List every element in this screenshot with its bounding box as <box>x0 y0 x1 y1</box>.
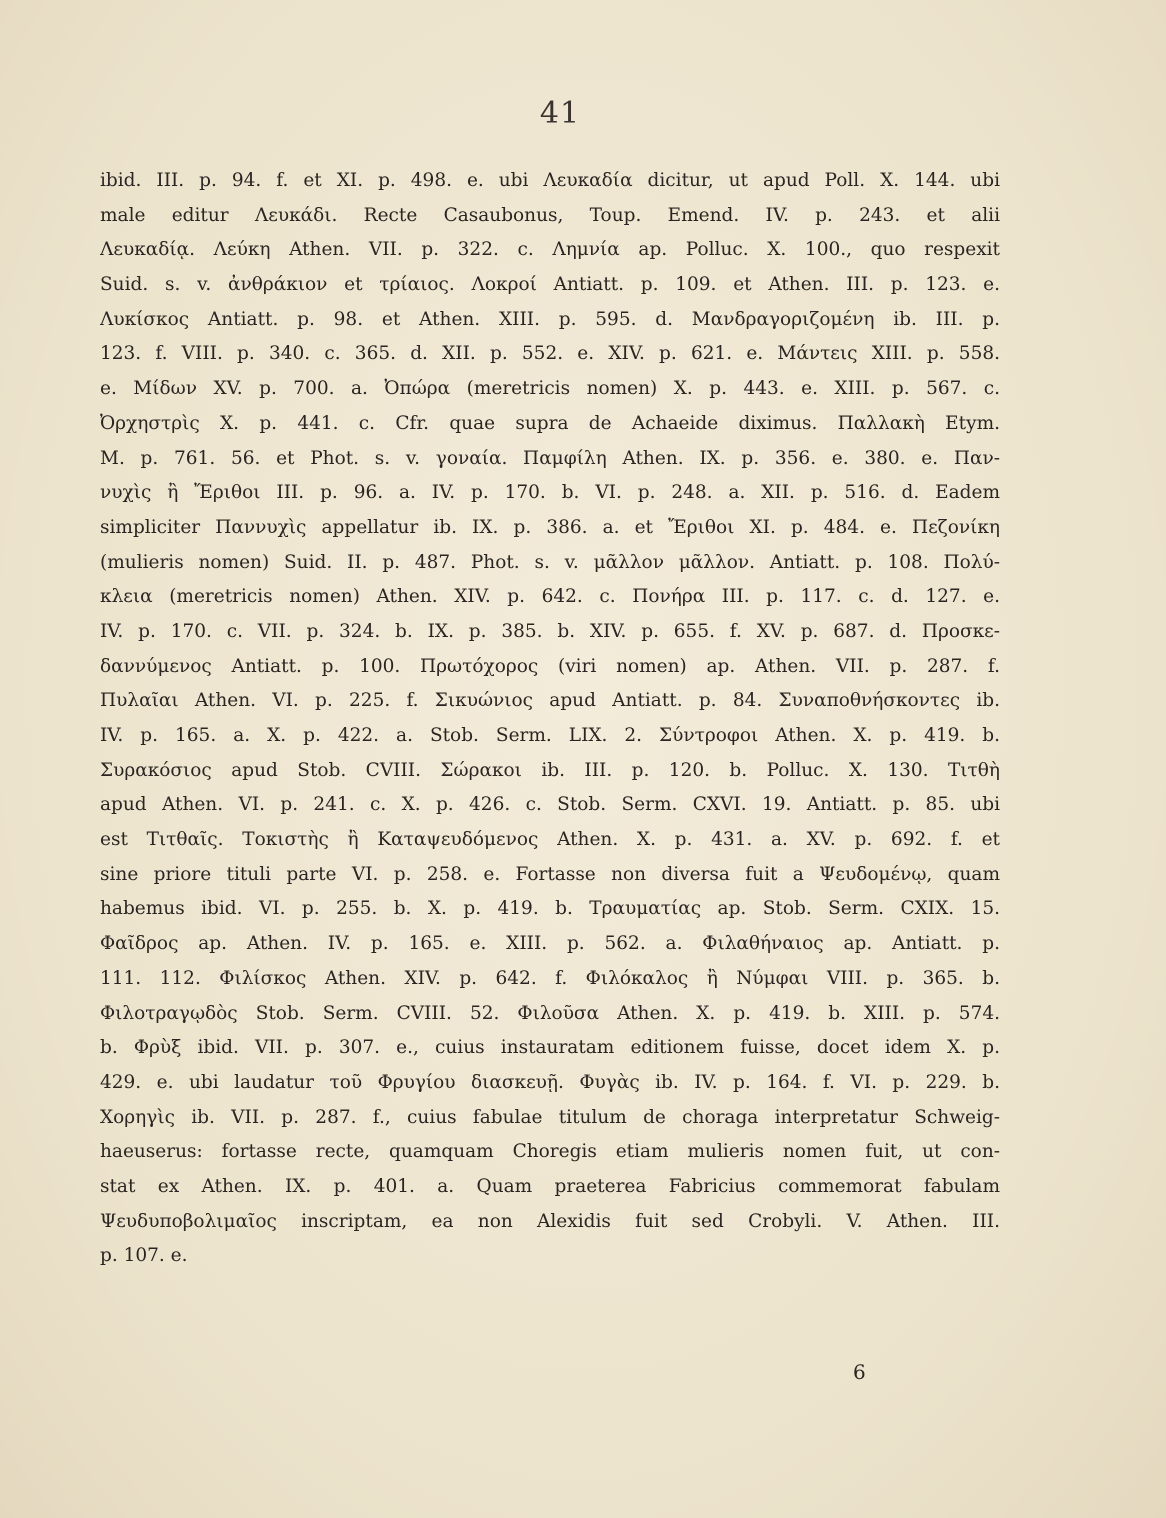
page-number: 41 <box>539 96 581 131</box>
text-line: Suid. s. v. ἀνθράκιον et τρίαιος. Λοκροί Antiatt. p. 109. et Athen. III. p. 123. e. <box>100 274 1000 296</box>
text-line: habemus ibid. VI. p. 255. b. X. p. 419. b. Τραυματίας ap. Stob. Serm. CXIX. 15. <box>100 898 1000 920</box>
body-text <box>100 164 1000 1274</box>
text-line: stat ex Athen. IX. p. 401. a. Quam praeterea Fabricius commemorat fabulam <box>100 1175 1000 1197</box>
text-line: κλεια (meretricis nomen) Athen. XIV. p. 642. c. Πονήρα III. p. 117. c. d. 127. e. <box>100 586 1000 608</box>
text-line: 123. f. VIII. p. 340. c. 365. d. XII. p. 552. e. XIV. p. 621. e. Μάντεις XIII. p. 558. <box>100 343 1000 365</box>
text-line: simpliciter Παννυχὶς appellatur ib. IX. p. 386. a. et Ἔριθοι XI. p. 484. e. Πεζονίκη <box>100 516 1000 538</box>
text-line: (mulieris nomen) Suid. II. p. 487. Phot. s. v. μᾶλλον μᾶλλον. Antiatt. p. 108. Πολύ- <box>100 551 1000 573</box>
text-line: Ὀρχηστρὶς X. p. 441. c. Cfr. quae supra de Achaeide diximus. Παλλακὴ Etym. <box>100 412 1000 434</box>
text-line: Συρακόσιος apud Stob. CVIII. Σώρακοι ib. III. p. 120. b. Polluc. X. 130. Τιτθὴ <box>100 759 1000 781</box>
text-line: Ψευδυποβολιμαῖος inscriptam, ea non Alexidis fuit sed Crobyli. V. Athen. III. <box>100 1210 1000 1232</box>
text-line: 429. e. ubi laudatur τοῦ Φρυγίου διασκευῇ. Φυγὰς ib. IV. p. 164. f. VI. p. 229. b. <box>100 1071 1000 1093</box>
text-line: νυχὶς ἢ Ἔριθοι III. p. 96. a. IV. p. 170. b. VI. p. 248. a. XII. p. 516. d. Eadem <box>100 482 1000 504</box>
text-line: apud Athen. VI. p. 241. c. X. p. 426. c. Stob. Serm. CXVI. 19. Antiatt. p. 85. ubi <box>100 794 1000 816</box>
text-line: Λευκαδίᾳ. Λεύκη Athen. VII. p. 322. c. Λημνία ap. Polluc. X. 100., quo respexit <box>100 239 1000 261</box>
text-line: Πυλαῖαι Athen. VI. p. 225. f. Σικυώνιος apud Antiatt. p. 84. Συναποθνήσκοντες ib. <box>100 690 1000 712</box>
text-line: δαννύμενος Antiatt. p. 100. Πρωτόχορος (viri nomen) ap. Athen. VII. p. 287. f. <box>100 655 1000 677</box>
text-line: Λυκίσκος Antiatt. p. 98. et Athen. XIII. p. 595. d. Μανδραγοριζομένη ib. III. p. <box>100 308 1000 330</box>
text-line: p. 107. e. <box>100 1245 188 1267</box>
text-line: IV. p. 165. a. X. p. 422. a. Stob. Serm. LIX. 2. Σύντροφοι Athen. X. p. 419. b. <box>100 725 1000 746</box>
text-line: M. p. 761. 56. et Phot. s. v. γοναία. Παμφίλη Athen. IX. p. 356. e. 380. e. Παν- <box>100 447 1000 469</box>
text-line: est Τιτθαῖς. Τοκιστὴς ἢ Καταψευδόμενος Athen. X. p. 431. a. XV. p. 692. f. et <box>100 829 1000 851</box>
text-line: b. Φρὺξ ibid. VII. p. 307. e., cuius instauratam editionem fuisse, docet idem X. p. <box>100 1037 1000 1059</box>
signature-mark: 6 <box>853 1360 866 1384</box>
text-line: Φιλοτραγῳδὸς Stob. Serm. CVIII. 52. Φιλοῦσα Athen. X. p. 419. b. XIII. p. 574. <box>100 1002 1000 1024</box>
text-line: haeuserus: fortasse recte, quamquam Choregis etiam mulieris nomen fuit, ut con- <box>100 1141 1000 1163</box>
text-line: Χορηγὶς ib. VII. p. 287. f., cuius fabulae titulum de choraga interpretatur Schweig- <box>100 1106 1000 1128</box>
text-line: e. Μίδων XV. p. 700. a. Ὀπώρα (meretricis nomen) X. p. 443. e. XIII. p. 567. c. <box>100 378 1000 400</box>
text-line: male editur Λευκάδι. Recte Casaubonus, Toup. Emend. IV. p. 243. et alii <box>100 204 1000 226</box>
text-line: IV. p. 170. c. VII. p. 324. b. IX. p. 385. b. XIV. p. 655. f. XV. p. 687. d. Προσκε- <box>100 620 1000 642</box>
text-line: sine priore tituli parte VI. p. 258. e. Fortasse non diversa fuit a Ψευδομένῳ, quam <box>100 863 1000 885</box>
text-line: Φαῖδρος ap. Athen. IV. p. 165. e. XIII. p. 562. a. Φιλαθήναιος ap. Antiatt. p. <box>100 933 1000 955</box>
text-line: 111. 112. Φιλίσκος Athen. XIV. p. 642. f. Φιλόκαλος ἢ Νύμφαι VIII. p. 365. b. <box>100 967 1000 989</box>
text-line: ibid. III. p. 94. f. et XI. p. 498. e. ubi Λευκαδία dicitur, ut apud Poll. X. 144. ubi <box>100 170 1000 191</box>
